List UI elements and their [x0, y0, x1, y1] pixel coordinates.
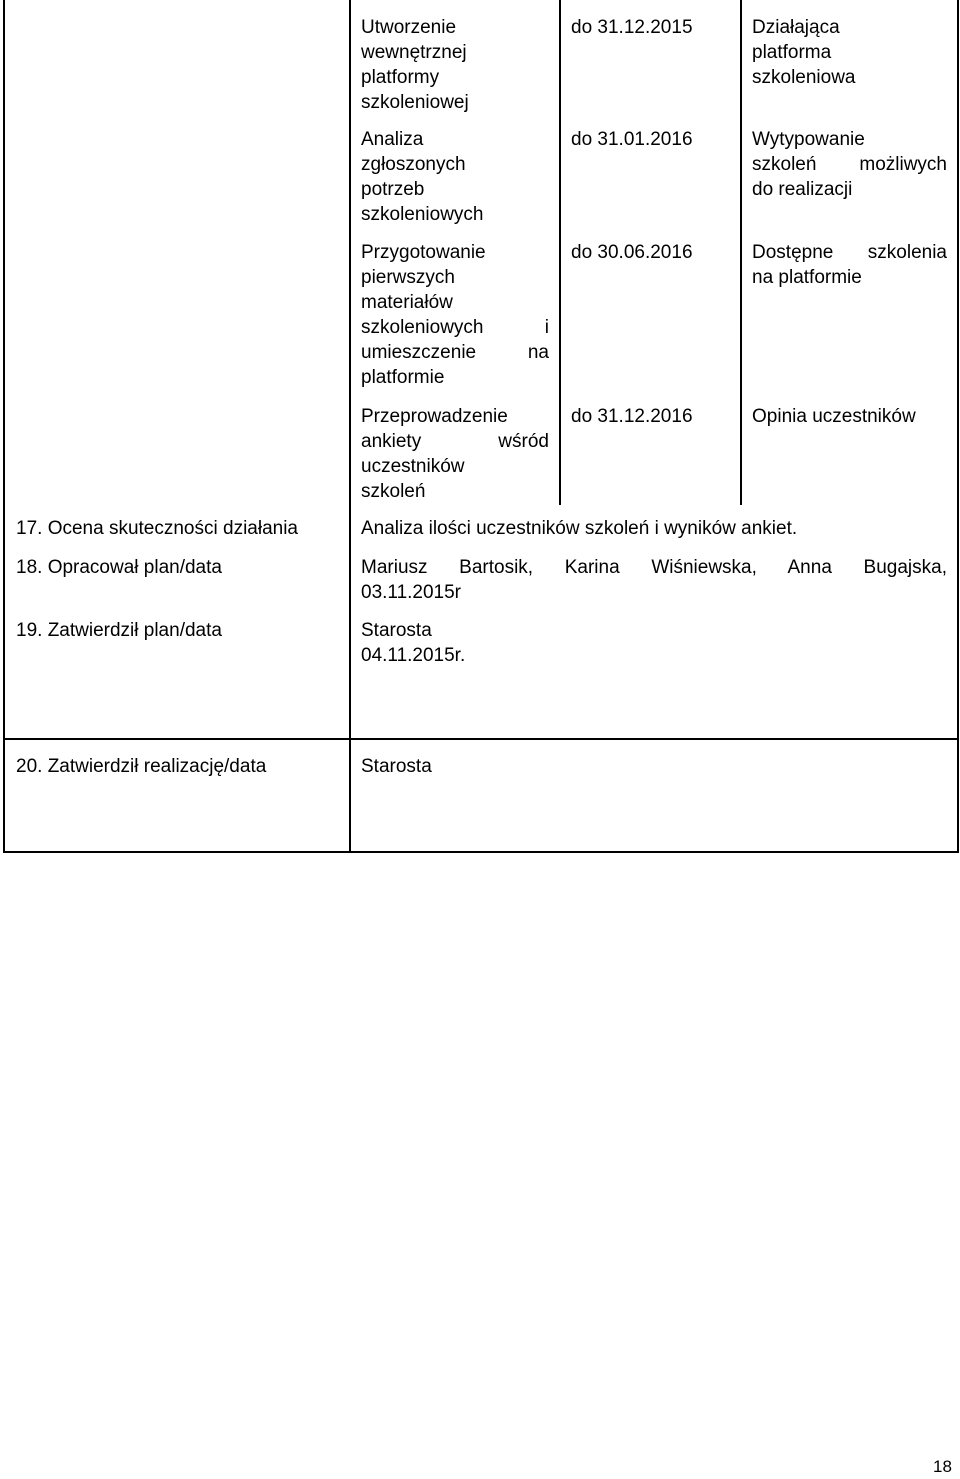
- result-line: Działająca: [752, 17, 840, 38]
- result-line: szkoleniowa: [752, 67, 856, 88]
- approver: Starosta: [361, 620, 432, 641]
- task-line: platformie: [361, 367, 445, 388]
- activity-result: [752, 404, 952, 429]
- task-line: materiałów: [361, 292, 453, 313]
- row-divider-19-20: [3, 738, 959, 740]
- task-line: platformy: [361, 67, 440, 88]
- author-names: Mariusz Bartosik, Karina Wiśniewska, Anna Bugajska,: [361, 557, 947, 578]
- task-line: Utworzenie: [361, 17, 457, 38]
- activity-deadline: do 31.12.2015: [571, 17, 693, 38]
- task-line: ankiety wśród: [361, 431, 549, 452]
- result-line: Wytypowanie: [752, 129, 865, 150]
- task-line: Przygotowanie: [361, 242, 486, 263]
- task-line: szkoleniowej: [361, 92, 469, 113]
- activity-row-3: [0, 240, 960, 400]
- task-line: zgłoszonych: [361, 154, 466, 175]
- task-line: szkoleniowych: [361, 204, 484, 225]
- task-line: potrzeb: [361, 179, 425, 200]
- task-line: umieszczenie na: [361, 342, 549, 363]
- result-line: platforma: [752, 42, 832, 63]
- task-line: Przeprowadzenie: [361, 406, 508, 427]
- task-line: pierwszych: [361, 267, 455, 288]
- row-19-value: [361, 618, 465, 668]
- result-line: do realizacji: [752, 179, 853, 200]
- page-number: 18: [933, 1457, 952, 1476]
- task-line: szkoleń: [361, 481, 426, 502]
- activity-task: [361, 240, 549, 390]
- task-line: szkoleniowych i: [361, 317, 549, 338]
- activity-row-4: [0, 404, 960, 504]
- activity-row-2: [0, 127, 960, 237]
- approval-date: 04.11.2015r.: [361, 645, 466, 666]
- task-line: uczestników: [361, 456, 465, 477]
- result-line: Dostępne szkolenia: [752, 242, 947, 263]
- row-18-label: 18. Opracował plan/data: [16, 557, 222, 578]
- activity-task: [361, 15, 549, 115]
- result-line: szkoleń możliwych: [752, 154, 947, 175]
- row-19-label: 19. Zatwierdził plan/data: [16, 620, 222, 641]
- activity-deadline: do 30.06.2016: [571, 242, 693, 263]
- author-date: 03.11.2015r: [361, 582, 462, 603]
- row-20-value: Starosta: [361, 756, 432, 777]
- row-20-label: 20. Zatwierdził realizację/data: [16, 756, 267, 777]
- activity-result: [752, 127, 947, 202]
- task-line: wewnętrznej: [361, 42, 467, 63]
- activity-result: [752, 240, 947, 290]
- row-17-value: Analiza ilości uczestników szkoleń i wyników ankiet.: [361, 518, 798, 539]
- activity-deadline: do 31.01.2016: [571, 129, 693, 150]
- activity-result: [752, 15, 947, 90]
- result-line: Opinia uczestników: [752, 406, 916, 427]
- result-line: na platformie: [752, 267, 862, 288]
- activity-row-1: [0, 0, 960, 120]
- activity-task: [361, 127, 549, 227]
- table-border-bottom: [3, 851, 959, 853]
- row-18-value: [361, 555, 947, 605]
- activity-task: [361, 404, 549, 504]
- row-17-label: 17. Ocena skuteczności działania: [16, 518, 298, 539]
- task-line: Analiza: [361, 129, 424, 150]
- activity-deadline: do 31.12.2016: [571, 406, 693, 427]
